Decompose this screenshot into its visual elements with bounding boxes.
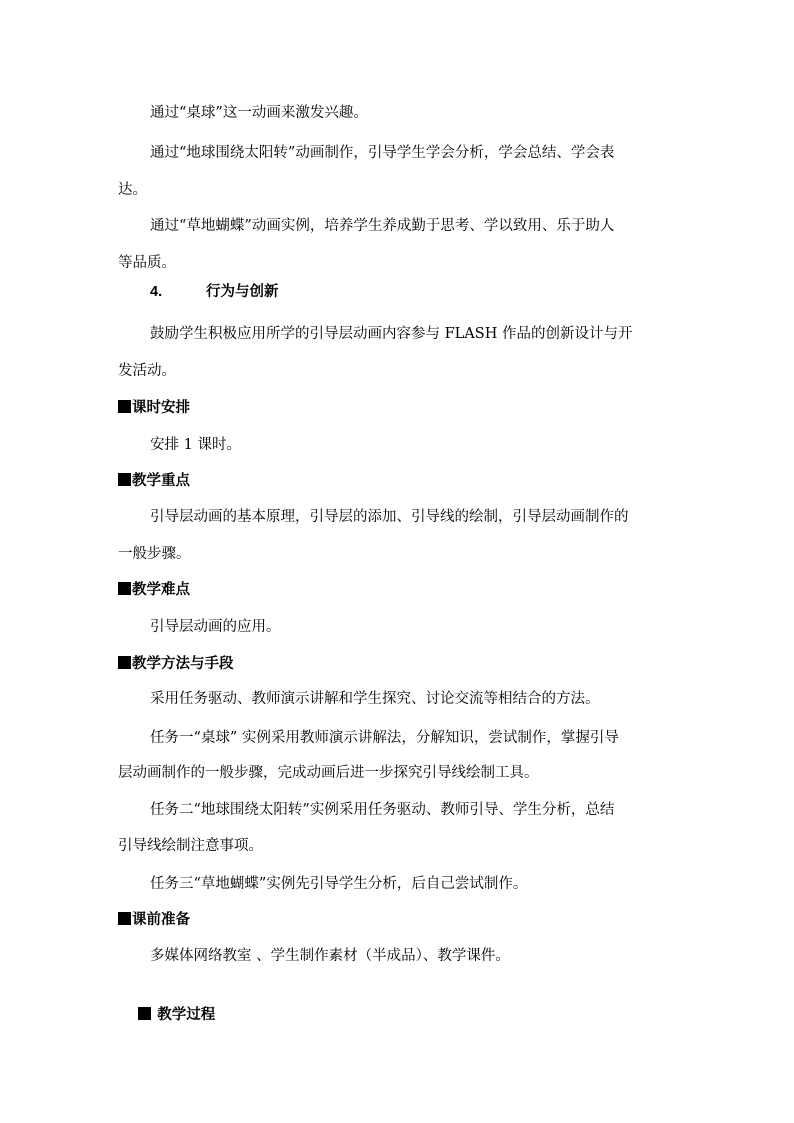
section-title: 教学难点 <box>132 581 190 598</box>
paragraph-line: 任务三“草地蝴蝶”实例先引导学生分析，后自己尝试制作。 <box>150 876 528 892</box>
paragraph-line: 任务一“桌球” 实例采用教师演示讲解法，分解知识，尝试制作，掌握引导 <box>150 730 619 746</box>
section-heading-class-hours <box>118 398 190 418</box>
paragraph-line: 通过“桌球”这一动画来激发兴趣。 <box>150 105 368 121</box>
paragraph-line: 引导层动画的应用。 <box>150 619 281 635</box>
section-title: 课前准备 <box>132 911 190 928</box>
paragraph-line: 采用任务驱动、教师演示讲解和学生探究、讨论交流等相结合的方法。 <box>150 691 600 707</box>
black-square-icon <box>118 473 131 486</box>
section-heading-difficulties <box>118 580 190 600</box>
paragraph-line: 层动画制作的一般步骤，完成动画后进一步探究引导线绘制工具。 <box>118 765 539 781</box>
paragraph-line: 通过“地球围绕太阳转”动画制作，引导学生学会分析，学会总结、学会表 <box>150 145 615 161</box>
paragraph-line: 安排 1 课时。 <box>150 437 241 453</box>
paragraph-line: 引导层动画的基本原理，引导层的添加、引导线的绘制，引导层动画制作的 <box>150 509 629 525</box>
subheading-number: 4. <box>150 284 163 300</box>
section-title: 课时安排 <box>132 399 190 416</box>
paragraph-line: 达。 <box>118 182 147 198</box>
black-square-icon <box>118 912 131 925</box>
subheading-behavior-innovation <box>150 282 279 302</box>
section-title: 教学重点 <box>132 472 190 489</box>
paragraph-line: 一般步骤。 <box>118 546 191 562</box>
section-title: 教学方法与手段 <box>132 655 234 672</box>
black-square-icon <box>138 1007 151 1020</box>
black-square-icon <box>118 400 131 413</box>
section-heading-methods <box>118 654 234 674</box>
paragraph-line: 通过“草地蝴蝶”动画实例，培养学生养成勤于思考、学以致用、乐于助人 <box>150 218 615 234</box>
paragraph-line: 任务二“地球围绕太阳转”实例采用任务驱动、教师引导、学生分析，总结 <box>150 802 615 818</box>
paragraph-line: 多媒体网络教室 、学生制作素材（半成品）、教学课件。 <box>150 948 510 964</box>
paragraph-line: 发活动。 <box>118 363 176 379</box>
section-title: 教学过程 <box>152 1006 216 1023</box>
section-heading-teaching-process <box>118 985 215 1045</box>
paragraph-line: 引导线绘制注意事项。 <box>118 838 263 854</box>
section-heading-key-points <box>118 471 190 491</box>
subheading-text: 行为与创新 <box>206 283 279 300</box>
black-square-icon <box>118 656 131 669</box>
paragraph-line: 等品质。 <box>118 255 176 271</box>
paragraph-line: 鼓励学生积极应用所学的引导层动画内容参与 FLASH 作品的创新设计与开 <box>150 326 633 342</box>
section-heading-preparation <box>118 910 190 930</box>
black-square-icon <box>118 582 131 595</box>
